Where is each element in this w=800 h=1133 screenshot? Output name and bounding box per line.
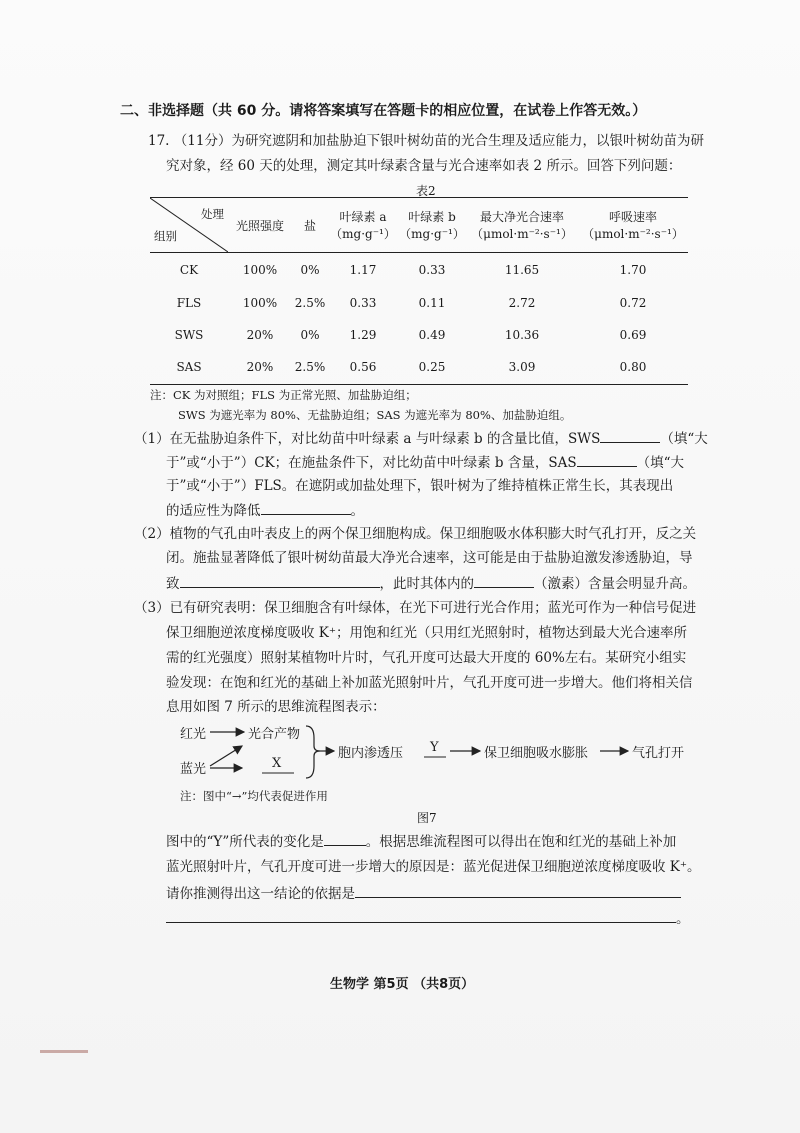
- flow-osmotic: 胞内渗透压: [338, 746, 404, 761]
- question-number: 17.: [148, 133, 170, 149]
- answer-blank[interactable]: [577, 452, 637, 467]
- answer-blank[interactable]: [180, 573, 380, 588]
- data-table: [150, 197, 688, 385]
- header-light: 光照强度: [235, 218, 284, 233]
- question-text-1: （11分）为研究遮阴和加盐胁迫下银叶树幼苗的光合生理及适应能力，以银叶树幼苗为研: [173, 133, 704, 149]
- part1-line3: 于”或“小于”）FLS。在遮阴或加盐处理下，银叶树为了维持植株正常生长，其表现出: [166, 478, 674, 494]
- table-note-1: 注：CK 为对照组；FLS 为正常光照、加盐胁迫组；: [150, 388, 417, 402]
- table-header-row: [150, 198, 688, 253]
- part3-line3: 需的红光强度）照射某植物叶片时，气孔开度可达最大开度的 60%左右。某研究小组实: [166, 650, 687, 666]
- answer-blank[interactable]: [324, 831, 366, 846]
- part3-line1: （3）已有研究表明：保卫细胞含有叶绿体，在光下可进行光合作用；蓝光可作为一种信号促进: [134, 600, 697, 616]
- answer-blank[interactable]: [600, 428, 660, 443]
- figure-caption: 图7: [417, 811, 437, 825]
- part1-line2: 于”或“小于”）CK；在施盐条件下，对比幼苗中叶绿素 b 含量，SAS （填“大: [166, 452, 684, 473]
- question-17-line1: [148, 131, 704, 151]
- page-footer: 生物学 第5页 （共8页）: [330, 977, 475, 992]
- question-text-2: 究对象，经 60 天的处理，测定其叶绿素含量与光合速率如表 2 所示。回答下列问题：: [166, 158, 682, 174]
- part3-line2: 保卫细胞逆浓度梯度吸收 K⁺；用饱和红光（只用红光照射时，植物达到最大光合速率所: [166, 625, 688, 641]
- flow-red-light: 红光: [180, 727, 207, 742]
- corner-top-label: 处理: [201, 207, 224, 221]
- part1-line4: 的适应性为降低 。: [166, 500, 364, 521]
- part3b-line1: 图中的“Y”所代表的变化是 。根据思维流程图可以得出在饱和红光的基础上补加: [166, 831, 676, 852]
- part2-line2: 闭。施盐显著降低了银叶树幼苗最大净光合速率，这可能是由于盐胁迫激发渗透胁迫，导: [166, 550, 693, 566]
- part3b-line2: 蓝光照射叶片，气孔开度可进一步增大的原因是：蓝光促进保卫细胞逆浓度梯度吸收 K⁺。: [166, 859, 701, 875]
- flow-blue-light: 蓝光: [180, 762, 207, 777]
- header-chl-a: 叶绿素 a （mg·g⁻¹）: [330, 210, 396, 241]
- flow-swell: 保卫细胞吸水膨胀: [484, 746, 589, 761]
- header-chl-b: 叶绿素 b （mg·g⁻¹）: [399, 210, 465, 241]
- part3-line5: 息用如图 7 所示的思维流程图表示：: [166, 699, 386, 715]
- flow-x: X: [272, 756, 282, 771]
- header-max-pn: 最大净光合速率 （μmol·m⁻²·s⁻¹）: [471, 210, 573, 241]
- part3b-line3: 请你推测得出这一结论的依据是: [166, 883, 681, 904]
- part3-line4: 验发现：在饱和红光的基础上补加蓝光照射叶片，气孔开度可进一步增大。他们将相关信: [166, 675, 693, 691]
- header-resp: 呼吸速率 （μmol·m⁻²·s⁻¹）: [582, 210, 684, 241]
- table-row: CK 100% 0% 1.17 0.33 11.65 1.70: [179, 262, 647, 277]
- table-row: SAS 20% 2.5% 0.56 0.25 3.09 0.80: [150, 351, 688, 385]
- scan-smudge: [40, 1050, 88, 1053]
- answer-blank[interactable]: [261, 500, 351, 515]
- table-caption: 表2: [416, 184, 436, 198]
- answer-blank[interactable]: [474, 573, 534, 588]
- part3b-line4: 。: [166, 908, 690, 929]
- flow-photo-product: 光合产物: [248, 727, 301, 742]
- flow-y: Y: [430, 740, 439, 755]
- answer-blank[interactable]: [355, 883, 681, 898]
- corner-bottom-label: 组别: [154, 229, 177, 243]
- table-row: SWS 20% 0% 1.29 0.49 10.36 0.69: [174, 327, 647, 342]
- flow-note: 注：图中“→”均代表促进作用: [180, 789, 328, 803]
- table-corner-cell: [150, 198, 228, 253]
- section-title: 二、非选择题（共 60 分。请将答案填写在答题卡的相应位置，在试卷上作答无效。）: [120, 103, 647, 119]
- answer-blank[interactable]: [166, 908, 676, 923]
- table-note-2: SWS 为遮光率为 80%、无盐胁迫组；SAS 为遮光率为 80%、加盐胁迫组。: [178, 408, 572, 422]
- table-row: FLS 100% 2.5% 0.33 0.11 2.72 0.72: [176, 295, 647, 310]
- part2-line1: （2）植物的气孔由叶表皮上的两个保卫细胞构成。保卫细胞吸水体积膨大时气孔打开，反之关: [134, 526, 697, 542]
- part1-line1: （1）在无盐胁迫条件下，对比幼苗中叶绿素 a 与叶绿素 b 的含量比值，SWS （填“大: [134, 428, 708, 449]
- header-salt: 盐: [303, 218, 316, 233]
- part2-line3: 致 ，此时其体内的 （激素）含量会明显升高。: [166, 573, 696, 594]
- flow-open: 气孔打开: [632, 746, 685, 761]
- flow-diagram: [180, 720, 720, 790]
